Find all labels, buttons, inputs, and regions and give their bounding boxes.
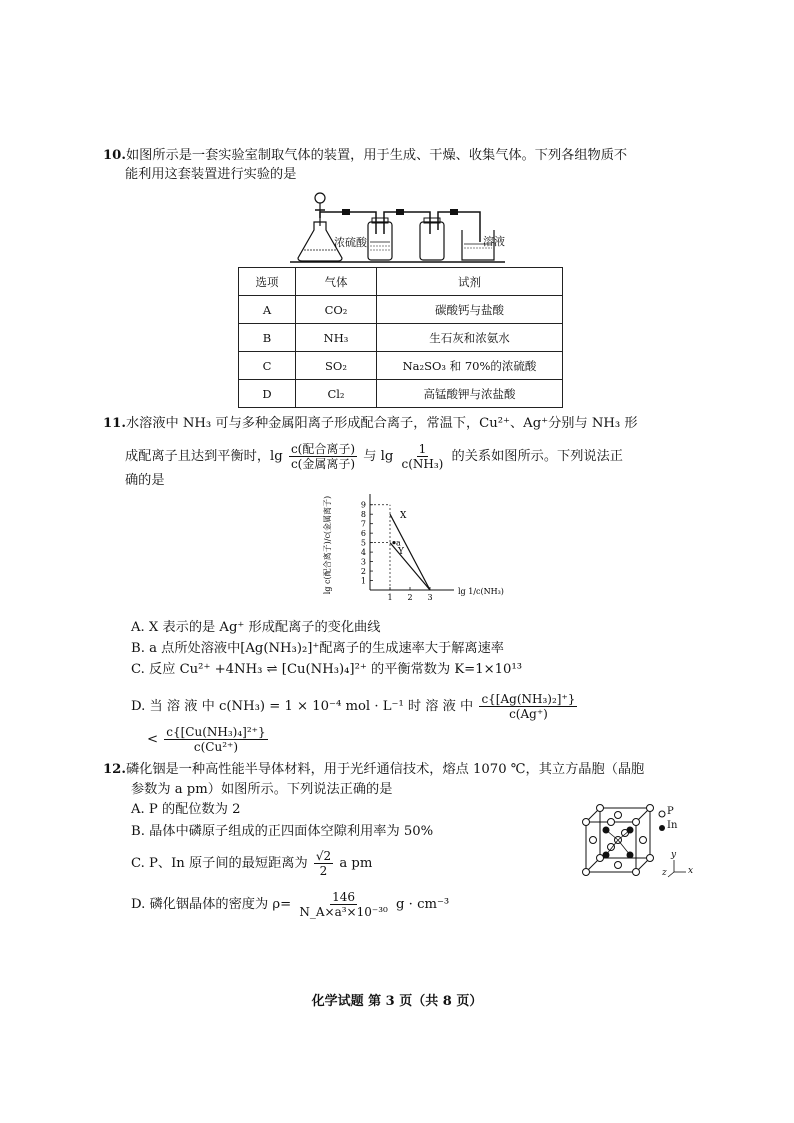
y-tick-label: 9 (360, 500, 366, 510)
row-option: B (239, 324, 296, 352)
y-axis-label: lg c(配合离子)/c(金属离子) (323, 495, 332, 595)
row-reagent: 生石灰和浓氨水 (377, 324, 563, 352)
label-solution: 溶液 (483, 235, 505, 248)
legend-in-marker (659, 825, 665, 831)
row-gas: SO₂ (296, 352, 377, 380)
row-option: A (239, 296, 296, 324)
frac-den: c(NH₃) (401, 457, 444, 471)
q12-text-1: 磷化铟是一种高性能半导体材料，用于光纤通信技术，熔点 1070 ℃，其立方晶胞（晶胞 (125, 762, 645, 777)
q12-number: 12. (103, 762, 126, 777)
series-label-x: X (400, 511, 407, 521)
series-line-x (390, 514, 430, 590)
fraction-ag-complex (479, 692, 577, 721)
row-gas: CO₂ (296, 296, 377, 324)
q12-line1 (103, 760, 644, 780)
table-row (239, 296, 563, 324)
frac-num: c{[Ag(NH₃)₂]⁺} (481, 692, 576, 706)
q12-option-b[interactable]: B. 晶体中磷原子组成的正四面体空隙利用率为 50% (131, 824, 434, 839)
q12-option-d-unit: g · cm⁻³ (396, 897, 450, 912)
frac-den: 2 (319, 864, 328, 878)
gas-apparatus-figure (290, 190, 530, 266)
q11-line1 (103, 414, 638, 434)
reagents-table (238, 267, 563, 408)
q11-option-d-cont (147, 725, 270, 755)
q11-chart (318, 492, 504, 616)
series-line-y (390, 543, 430, 590)
q11-line3: 确的是 (125, 473, 165, 488)
y-tick-label: 6 (360, 529, 366, 539)
fraction-inverse-nh3 (399, 442, 445, 471)
q12-option-c-text: C. P、In 原子间的最短距离为 (131, 856, 308, 871)
q11-option-c[interactable]: C. 反应 Cu²⁺ +4NH₃ ⇌ [Cu(NH₃)₄]²⁺ 的平衡常数为 K=1×10¹³ (131, 662, 523, 677)
header-gas: 气体 (296, 268, 377, 296)
q11-text-2a: 成配离子且达到平衡时，lg (125, 449, 283, 464)
legend-in-label: In (667, 820, 678, 831)
separatory-funnel (315, 193, 325, 226)
drying-bottle (368, 218, 392, 260)
row-option: D (239, 380, 296, 408)
y-tick-label: 1 (360, 576, 366, 586)
q11-option-a[interactable]: A. X 表示的是 Ag⁺ 形成配离子的变化曲线 (131, 620, 381, 635)
frac-num: c(配合离子) (290, 442, 356, 456)
y-tick-label: 7 (360, 519, 366, 529)
fraction-density (297, 890, 389, 919)
axis-z-label: z (662, 868, 667, 878)
y-tick-label: 3 (360, 557, 366, 567)
frac-den: N_A×a³×10⁻³⁰ (299, 905, 388, 919)
frac-num: √2 (315, 849, 332, 863)
table-header-row (239, 268, 563, 296)
q11-text-2c: 的关系如图所示。下列说法正 (451, 449, 623, 464)
y-tick-label: 8 (360, 510, 366, 520)
q12-line2: 参数为 a pm）如图所示。下列说法正确的是 (131, 782, 393, 797)
row-gas: NH₃ (296, 324, 377, 352)
q11-option-d-text: D. 当 溶 液 中 c(NH₃) = 1 × 10⁻⁴ mol · L⁻¹ 时 溶 液 中 (131, 699, 474, 714)
y-tick-label: 2 (360, 567, 366, 577)
y-tick-label: 4 (360, 548, 366, 558)
point-a-label: a (396, 538, 401, 548)
q12-option-c[interactable] (131, 848, 372, 880)
page-footer: 化学试题 第 3 页（共 8 页） (311, 994, 483, 1009)
table-row (239, 380, 563, 408)
fraction-complex-over-metal (289, 442, 357, 471)
legend-p-marker (659, 811, 665, 817)
table-row (239, 324, 563, 352)
crystal-cell-figure (578, 800, 698, 880)
x-axis-label: lg 1/c(NH₃) (458, 587, 504, 596)
header-reagent: 试剂 (377, 268, 563, 296)
q11-option-d[interactable] (131, 690, 579, 724)
q11-number: 11. (103, 416, 126, 431)
frac-num: 146 (332, 890, 356, 904)
header-option: 选项 (239, 268, 296, 296)
q11-text-2b: 与 lg (363, 449, 394, 464)
row-reagent: 碳酸钙与盐酸 (377, 296, 563, 324)
q12-option-c-unit: a pm (339, 856, 373, 871)
label-conc-sulfuric-acid: 浓硫酸 (334, 236, 367, 249)
q11-line2 (125, 441, 623, 473)
frac-den: c(Ag⁺) (509, 707, 548, 721)
fraction-sqrt2-over-2 (314, 849, 333, 878)
y-tick-label: 5 (360, 538, 366, 548)
legend-p-label: P (667, 806, 674, 817)
q10-text-1: 如图所示是一套实验室制取气体的装置，用于生成、干燥、收集气体。下列各组物质不 (125, 148, 628, 163)
frac-den: c(Cu²⁺) (193, 740, 239, 754)
frac-den: c(金属离子) (290, 457, 356, 471)
axis-y-label: y (671, 850, 677, 860)
q10-line2: 能利用这套装置进行实验的是 (125, 167, 297, 182)
frac-num: 1 (418, 442, 427, 456)
collection-bottle (420, 218, 444, 260)
x-tick-label: 2 (407, 593, 413, 602)
q12-option-a[interactable]: A. P 的配位数为 2 (131, 802, 241, 817)
series-label-y: Y (398, 547, 404, 557)
less-than-sign: < (147, 732, 159, 747)
frac-num: c{[Cu(NH₃)₄]²⁺} (166, 725, 266, 739)
q12-option-d[interactable] (131, 888, 449, 922)
row-reagent: 高锰酸钾与浓盐酸 (377, 380, 563, 408)
axis-x-label: x (688, 866, 694, 876)
q11-text-1: 水溶液中 NH₃ 可与多种金属阳离子形成配合离子，常温下，Cu²⁺、Ag⁺分别与 NH₃ 形 (125, 416, 638, 431)
table-row (239, 352, 563, 380)
axes-glyph (668, 860, 686, 877)
row-option: C (239, 352, 296, 380)
fraction-cu-complex (164, 725, 267, 754)
q10-line1 (103, 146, 627, 166)
q12-option-d-text: D. 磷化铟晶体的密度为 ρ= (131, 897, 292, 912)
row-gas: Cl₂ (296, 380, 377, 408)
x-tick-label: 3 (427, 593, 433, 602)
row-reagent: Na₂SO₃ 和 70%的浓硫酸 (377, 352, 563, 380)
q11-option-b[interactable]: B. a 点所处溶液中[Ag(NH₃)₂]⁺配离子的生成速率大于解离速率 (131, 641, 504, 656)
x-tick-label: 1 (387, 593, 393, 602)
q10-number: 10. (103, 148, 126, 163)
